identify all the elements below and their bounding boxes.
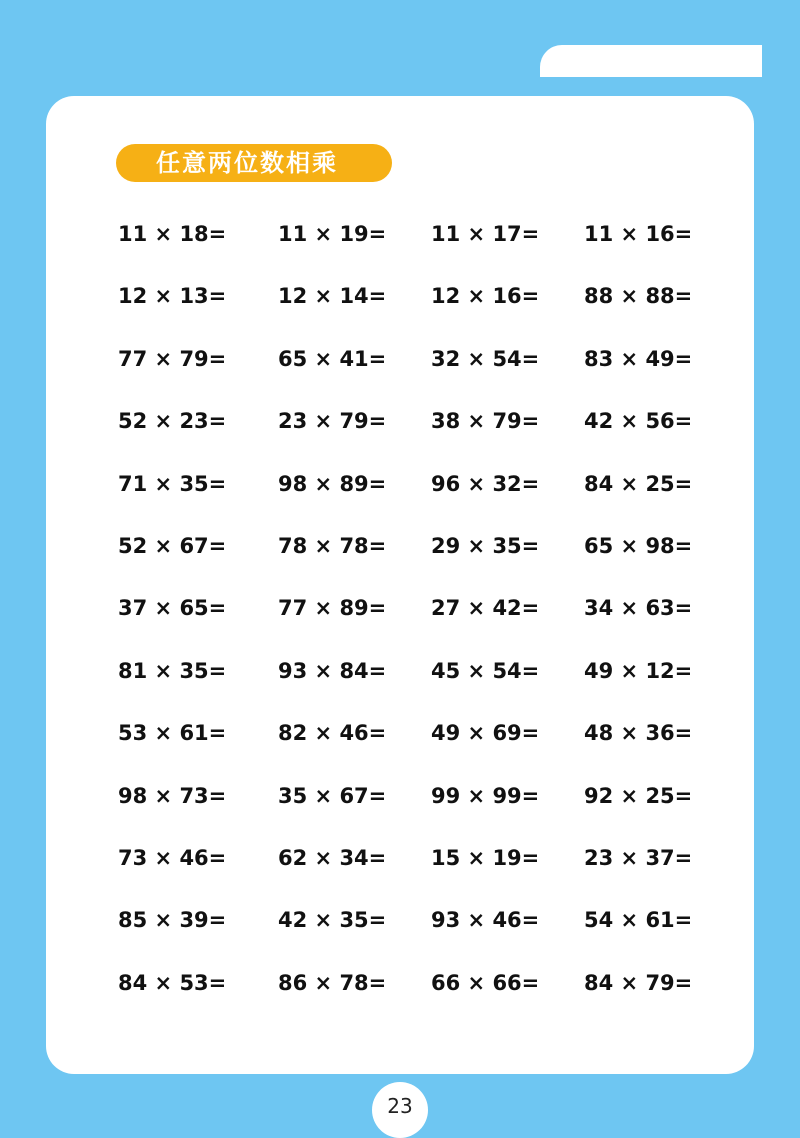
multiplication-problem: 54 × 61= — [584, 908, 693, 933]
multiplication-problem: 53 × 61= — [118, 721, 227, 746]
multiplication-problem: 52 × 67= — [118, 533, 227, 558]
multiplication-problem: 12 × 13= — [118, 284, 227, 309]
multiplication-problem: 93 × 46= — [431, 908, 540, 933]
multiplication-problem: 49 × 12= — [584, 658, 693, 683]
multiplication-problem: 77 × 89= — [278, 596, 387, 621]
multiplication-problem: 65 × 98= — [584, 533, 693, 558]
multiplication-problem: 23 × 37= — [584, 845, 693, 870]
problem-grid — [118, 203, 724, 1014]
multiplication-problem: 15 × 19= — [431, 845, 540, 870]
multiplication-problem: 84 × 25= — [584, 471, 693, 496]
multiplication-problem: 92 × 25= — [584, 783, 693, 808]
multiplication-problem: 62 × 34= — [278, 845, 387, 870]
multiplication-problem: 71 × 35= — [118, 471, 227, 496]
multiplication-problem: 84 × 53= — [118, 970, 227, 995]
multiplication-problem: 77 × 79= — [118, 346, 227, 371]
multiplication-problem: 45 × 54= — [431, 658, 540, 683]
multiplication-problem: 98 × 73= — [118, 783, 227, 808]
multiplication-problem: 65 × 41= — [278, 346, 387, 371]
multiplication-problem: 34 × 63= — [584, 596, 693, 621]
multiplication-problem: 11 × 19= — [278, 222, 387, 246]
multiplication-problem: 23 × 79= — [278, 409, 387, 434]
multiplication-problem: 32 × 54= — [431, 346, 540, 371]
multiplication-problem: 48 × 36= — [584, 721, 693, 746]
multiplication-problem: 82 × 46= — [278, 721, 387, 746]
top-decor-tab — [540, 45, 762, 77]
multiplication-problem: 11 × 17= — [431, 222, 540, 246]
worksheet-title: 任意两位数相乘 — [156, 149, 338, 177]
multiplication-problem: 35 × 67= — [278, 783, 387, 808]
multiplication-problem: 12 × 14= — [278, 284, 387, 309]
multiplication-problem: 42 × 35= — [278, 908, 387, 933]
multiplication-problem: 42 × 56= — [584, 409, 693, 434]
page-number: 23 — [387, 1094, 413, 1118]
multiplication-problem: 37 × 65= — [118, 596, 227, 621]
multiplication-problem: 66 × 66= — [431, 970, 540, 995]
multiplication-problem: 73 × 46= — [118, 845, 227, 870]
multiplication-problem: 29 × 35= — [431, 533, 540, 558]
multiplication-problem: 88 × 88= — [584, 284, 693, 309]
multiplication-problem: 81 × 35= — [118, 658, 227, 683]
multiplication-problem: 86 × 78= — [278, 970, 387, 995]
multiplication-problem: 11 × 18= — [118, 222, 227, 246]
multiplication-problem: 12 × 16= — [431, 284, 540, 309]
multiplication-problem: 98 × 89= — [278, 471, 387, 496]
multiplication-problem: 83 × 49= — [584, 346, 693, 371]
multiplication-problem: 99 × 99= — [431, 783, 540, 808]
multiplication-problem: 93 × 84= — [278, 658, 387, 683]
multiplication-problem: 96 × 32= — [431, 471, 540, 496]
multiplication-problem: 38 × 79= — [431, 409, 540, 434]
multiplication-problem: 11 × 16= — [584, 222, 693, 246]
multiplication-problem: 84 × 79= — [584, 970, 693, 995]
multiplication-problem: 49 × 69= — [431, 721, 540, 746]
multiplication-problem: 78 × 78= — [278, 533, 387, 558]
multiplication-problem: 52 × 23= — [118, 409, 227, 434]
multiplication-problem: 85 × 39= — [118, 908, 227, 933]
multiplication-problem: 27 × 42= — [431, 596, 540, 621]
